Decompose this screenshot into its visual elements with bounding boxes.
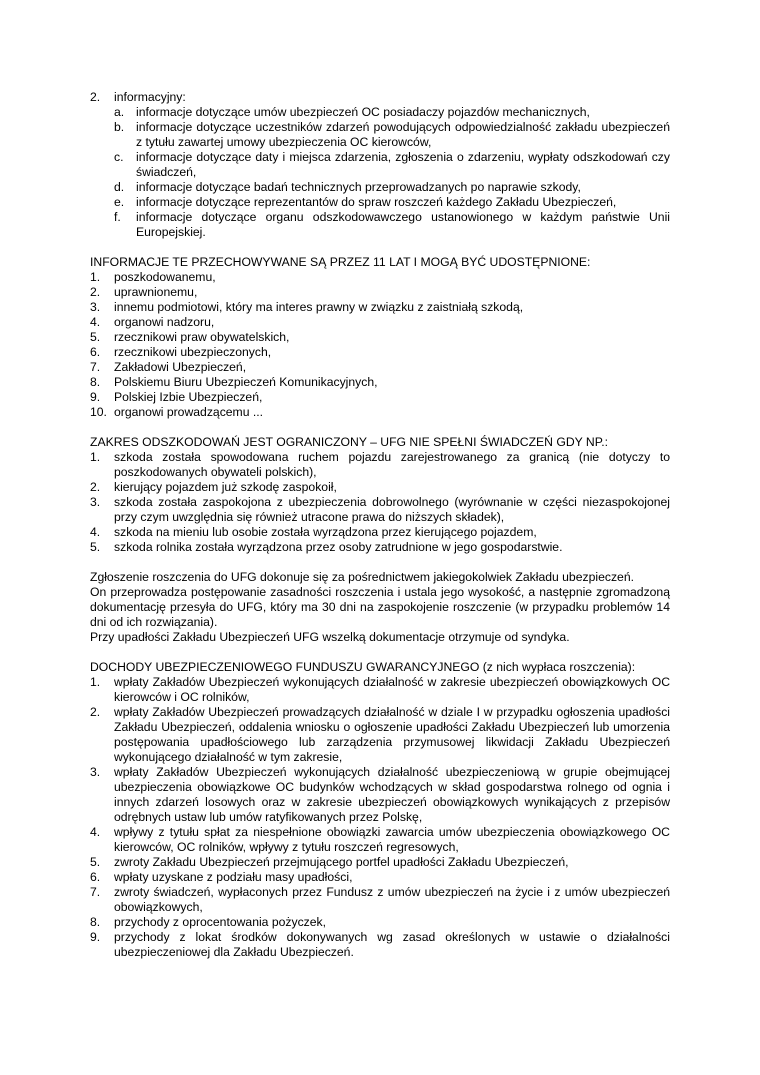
list-number: 2. bbox=[90, 90, 101, 104]
list-number: 3. bbox=[90, 495, 101, 509]
sub-marker: d. bbox=[114, 180, 125, 194]
list-text: kierujący pojazdem już szkodę zaspokoił, bbox=[114, 480, 337, 494]
list-text: poszkodowanemu, bbox=[114, 270, 216, 284]
sub-text: informacje dotyczące organu odszkodowawczego ustanowionego w każdym państwie Unii Europejskiej. bbox=[136, 210, 670, 239]
paragraph: Zgłoszenie roszczenia do UFG dokonuje się za pośrednictwem jakiegokolwiek Zakładu ubezpieczeń. bbox=[90, 570, 634, 584]
sub-item bbox=[114, 195, 670, 210]
list-number: 4. bbox=[90, 525, 101, 539]
list-item bbox=[90, 495, 670, 525]
list-label: informacyjny: bbox=[114, 90, 186, 104]
sub-marker: a. bbox=[114, 105, 125, 119]
list-number: 6. bbox=[90, 870, 101, 884]
sub-item bbox=[114, 105, 670, 120]
sub-list bbox=[114, 105, 670, 240]
list-number: 4. bbox=[90, 825, 101, 839]
list-item bbox=[90, 330, 670, 345]
list-item bbox=[90, 360, 670, 375]
sub-item bbox=[114, 120, 670, 150]
list-item bbox=[90, 90, 670, 240]
list-item bbox=[90, 345, 670, 360]
list-text: Zakładowi Ubezpieczeń, bbox=[114, 360, 247, 374]
list-text: przychody z lokat środków dokonywanych wg zasad określonych w ustawie o działalności ubezpieczeniowej dla Zakładu Ubezpieczeń. bbox=[114, 930, 670, 959]
list-number: 10. bbox=[90, 405, 107, 419]
list-item bbox=[90, 915, 670, 930]
list-item bbox=[90, 480, 670, 495]
list-item bbox=[90, 300, 670, 315]
list-text: Polskiej Izbie Ubezpieczeń, bbox=[114, 390, 263, 404]
list-item bbox=[90, 540, 670, 555]
list-text: wpływy z tytułu spłat za niespełnione obowiązki zawarcia umów ubezpieczenia obowiązkowego OC kierowców, OC rolników, wpływy z tytułu roszczeń regresowych, bbox=[114, 825, 670, 854]
list-text: innemu podmiotowi, który ma interes prawny w związku z zaistniałą szkodą, bbox=[114, 300, 524, 314]
list-text: szkoda została spowodowana ruchem pojazdu zarejestrowanego za granicą (nie dotyczy to poszkodowanych obywateli polskich), bbox=[114, 450, 670, 479]
sub-text: informacje dotyczące umów ubezpieczeń OC posiadaczy pojazdów mechanicznych, bbox=[136, 105, 590, 119]
section-heading: INFORMACJE TE PRZECHOWYWANE SĄ PRZEZ 11 LAT I MOGĄ BYĆ UDOSTĘPNIONE: bbox=[90, 255, 591, 269]
list-item bbox=[90, 765, 670, 825]
list-number: 9. bbox=[90, 390, 101, 404]
list-text: wpłaty uzyskane z podziału masy upadłości, bbox=[114, 870, 353, 884]
sub-item bbox=[114, 210, 670, 240]
list-text: organowi nadzoru, bbox=[114, 315, 215, 329]
list-item bbox=[90, 705, 670, 765]
recipients-list bbox=[90, 270, 670, 420]
list-number: 1. bbox=[90, 450, 101, 464]
spacer bbox=[90, 555, 670, 570]
list-text: szkoda rolnika została wyrządzona przez osoby zatrudnione w jego gospodarstwie. bbox=[114, 540, 563, 554]
list-item bbox=[90, 855, 670, 870]
sub-item bbox=[114, 150, 670, 180]
list-item bbox=[90, 885, 670, 915]
list-item bbox=[90, 525, 670, 540]
spacer bbox=[90, 240, 670, 255]
sub-text: informacje dotyczące daty i miejsca zdarzenia, zgłoszenia o zdarzeniu, wypłaty odszkodowań czy świadczeń, bbox=[136, 150, 670, 179]
list-number: 1. bbox=[90, 675, 101, 689]
list-number: 7. bbox=[90, 360, 101, 374]
list-text: zwroty świadczeń, wypłaconych przez Fundusz z umów ubezpieczeń na życie i z umów ubezpieczeń obowiązkowych, bbox=[114, 885, 670, 914]
list-number: 2. bbox=[90, 705, 101, 719]
list-number: 5. bbox=[90, 855, 101, 869]
paragraph: Przy upadłości Zakładu Ubezpieczeń UFG wszelką dokumentacje otrzymuje od syndyka. bbox=[90, 630, 570, 644]
list-text: wpłaty Zakładów Ubezpieczeń wykonujących działalność w zakresie ubezpieczeń obowiązkowych OC kierowców i OC rolników, bbox=[114, 675, 670, 704]
list-number: 8. bbox=[90, 375, 101, 389]
list-number: 1. bbox=[90, 270, 101, 284]
paragraph: On przeprowadza postępowanie zasadności roszczenia i ustala jego wysokość, a następnie zgromadzoną dokumentację przesyła do UFG, który ma 30 dni na zaspokojenie roszczenie (w przypadku problemów 14 dni od ich rozwiązania). bbox=[90, 585, 670, 629]
list-item bbox=[90, 315, 670, 330]
list-number: 5. bbox=[90, 330, 101, 344]
list-text: Polskiemu Biuru Ubezpieczeń Komunikacyjnych, bbox=[114, 375, 378, 389]
spacer bbox=[90, 420, 670, 435]
list-item bbox=[90, 285, 670, 300]
list-text: przychody z oprocentowania pożyczek, bbox=[114, 915, 327, 929]
sub-text: informacje dotyczące badań technicznych przeprowadzanych po naprawie szkody, bbox=[136, 180, 581, 194]
sub-marker: f. bbox=[114, 210, 121, 224]
sub-marker: e. bbox=[114, 195, 125, 209]
section-informacyjny bbox=[90, 90, 670, 240]
list-text: rzecznikowi praw obywatelskich, bbox=[114, 330, 290, 344]
list-item bbox=[90, 675, 670, 705]
list-text: wpłaty Zakładów Ubezpieczeń wykonujących działalność ubezpieczeniową w grupie obejmującej ubezpieczenia obowiązkowe OC budynków wchodzących w skład gospodarstwa rolnego od ognia i innych zdarzeń losowych oraz w zakresie ubezpieczeń obowiązkowych wynikających z przepisów odrębnych ustaw lub umów ratyfikowanych przez Polskę, bbox=[114, 765, 670, 824]
sub-text: informacje dotyczące reprezentantów do spraw roszczeń każdego Zakładu Ubezpieczeń, bbox=[136, 195, 617, 209]
list-text: uprawnionemu, bbox=[114, 285, 198, 299]
list-number: 7. bbox=[90, 885, 101, 899]
list-number: 5. bbox=[90, 540, 101, 554]
list-number: 8. bbox=[90, 915, 101, 929]
list-text: organowi prowadzącemu ... bbox=[114, 405, 264, 419]
section-heading: DOCHODY UBEZPIECZENIOWEGO FUNDUSZU GWARANCYJNEGO (z nich wypłaca roszczenia): bbox=[90, 660, 636, 674]
list-text: rzecznikowi ubezpieczonych, bbox=[114, 345, 272, 359]
list-text: wpłaty Zakładów Ubezpieczeń prowadzących działalność w dziale I w przypadku ogłoszenia upadłości Zakładu Ubezpieczeń, oddalenia wniosku o ogłoszenie upadłości Zakładu Ubezpieczeń lub umorzenia postępowania upadłościowego lub zarządzenia przymusowej likwidacji Zakładu Ubezpieczeń wykonującego działalność w tym zakresie, bbox=[114, 705, 670, 764]
sub-marker: b. bbox=[114, 120, 125, 134]
spacer bbox=[90, 645, 670, 660]
sub-text: informacje dotyczące uczestników zdarzeń powodujących odpowiedzialność zakładu ubezpieczeń z tytułu zawartej umowy ubezpieczenia OC kierowców, bbox=[136, 120, 670, 149]
list-text: szkoda została zaspokojona z ubezpieczenia dobrowolnego (wyrównanie w części niezaspokojonej przy czym uwzględnia się również utracone prawa do niższych składek), bbox=[114, 495, 670, 524]
list-number: 2. bbox=[90, 285, 101, 299]
document-content bbox=[90, 90, 670, 960]
list-item bbox=[90, 825, 670, 855]
list-text: zwroty Zakładu Ubezpieczeń przejmującego portfel upadłości Zakładu Ubezpieczeń, bbox=[114, 855, 569, 869]
list-text: szkoda na mieniu lub osobie została wyrządzona przez kierującego pojazdem, bbox=[114, 525, 537, 539]
list-number: 9. bbox=[90, 930, 101, 944]
list-number: 6. bbox=[90, 345, 101, 359]
list-number: 4. bbox=[90, 315, 101, 329]
section-heading: ZAKRES ODSZKODOWAŃ JEST OGRANICZONY – UFG NIE SPEŁNI ŚWIADCZEŃ GDY NP.: bbox=[90, 435, 609, 449]
limitations-list bbox=[90, 450, 670, 555]
list-item bbox=[90, 870, 670, 885]
list-item bbox=[90, 405, 670, 420]
list-item bbox=[90, 390, 670, 405]
list-item bbox=[90, 930, 670, 960]
list-number: 2. bbox=[90, 480, 101, 494]
list-item bbox=[90, 270, 670, 285]
sub-marker: c. bbox=[114, 150, 124, 164]
list-number: 3. bbox=[90, 300, 101, 314]
income-list bbox=[90, 675, 670, 960]
list-item bbox=[90, 450, 670, 480]
list-number: 3. bbox=[90, 765, 101, 779]
list-item bbox=[90, 375, 670, 390]
sub-item bbox=[114, 180, 670, 195]
